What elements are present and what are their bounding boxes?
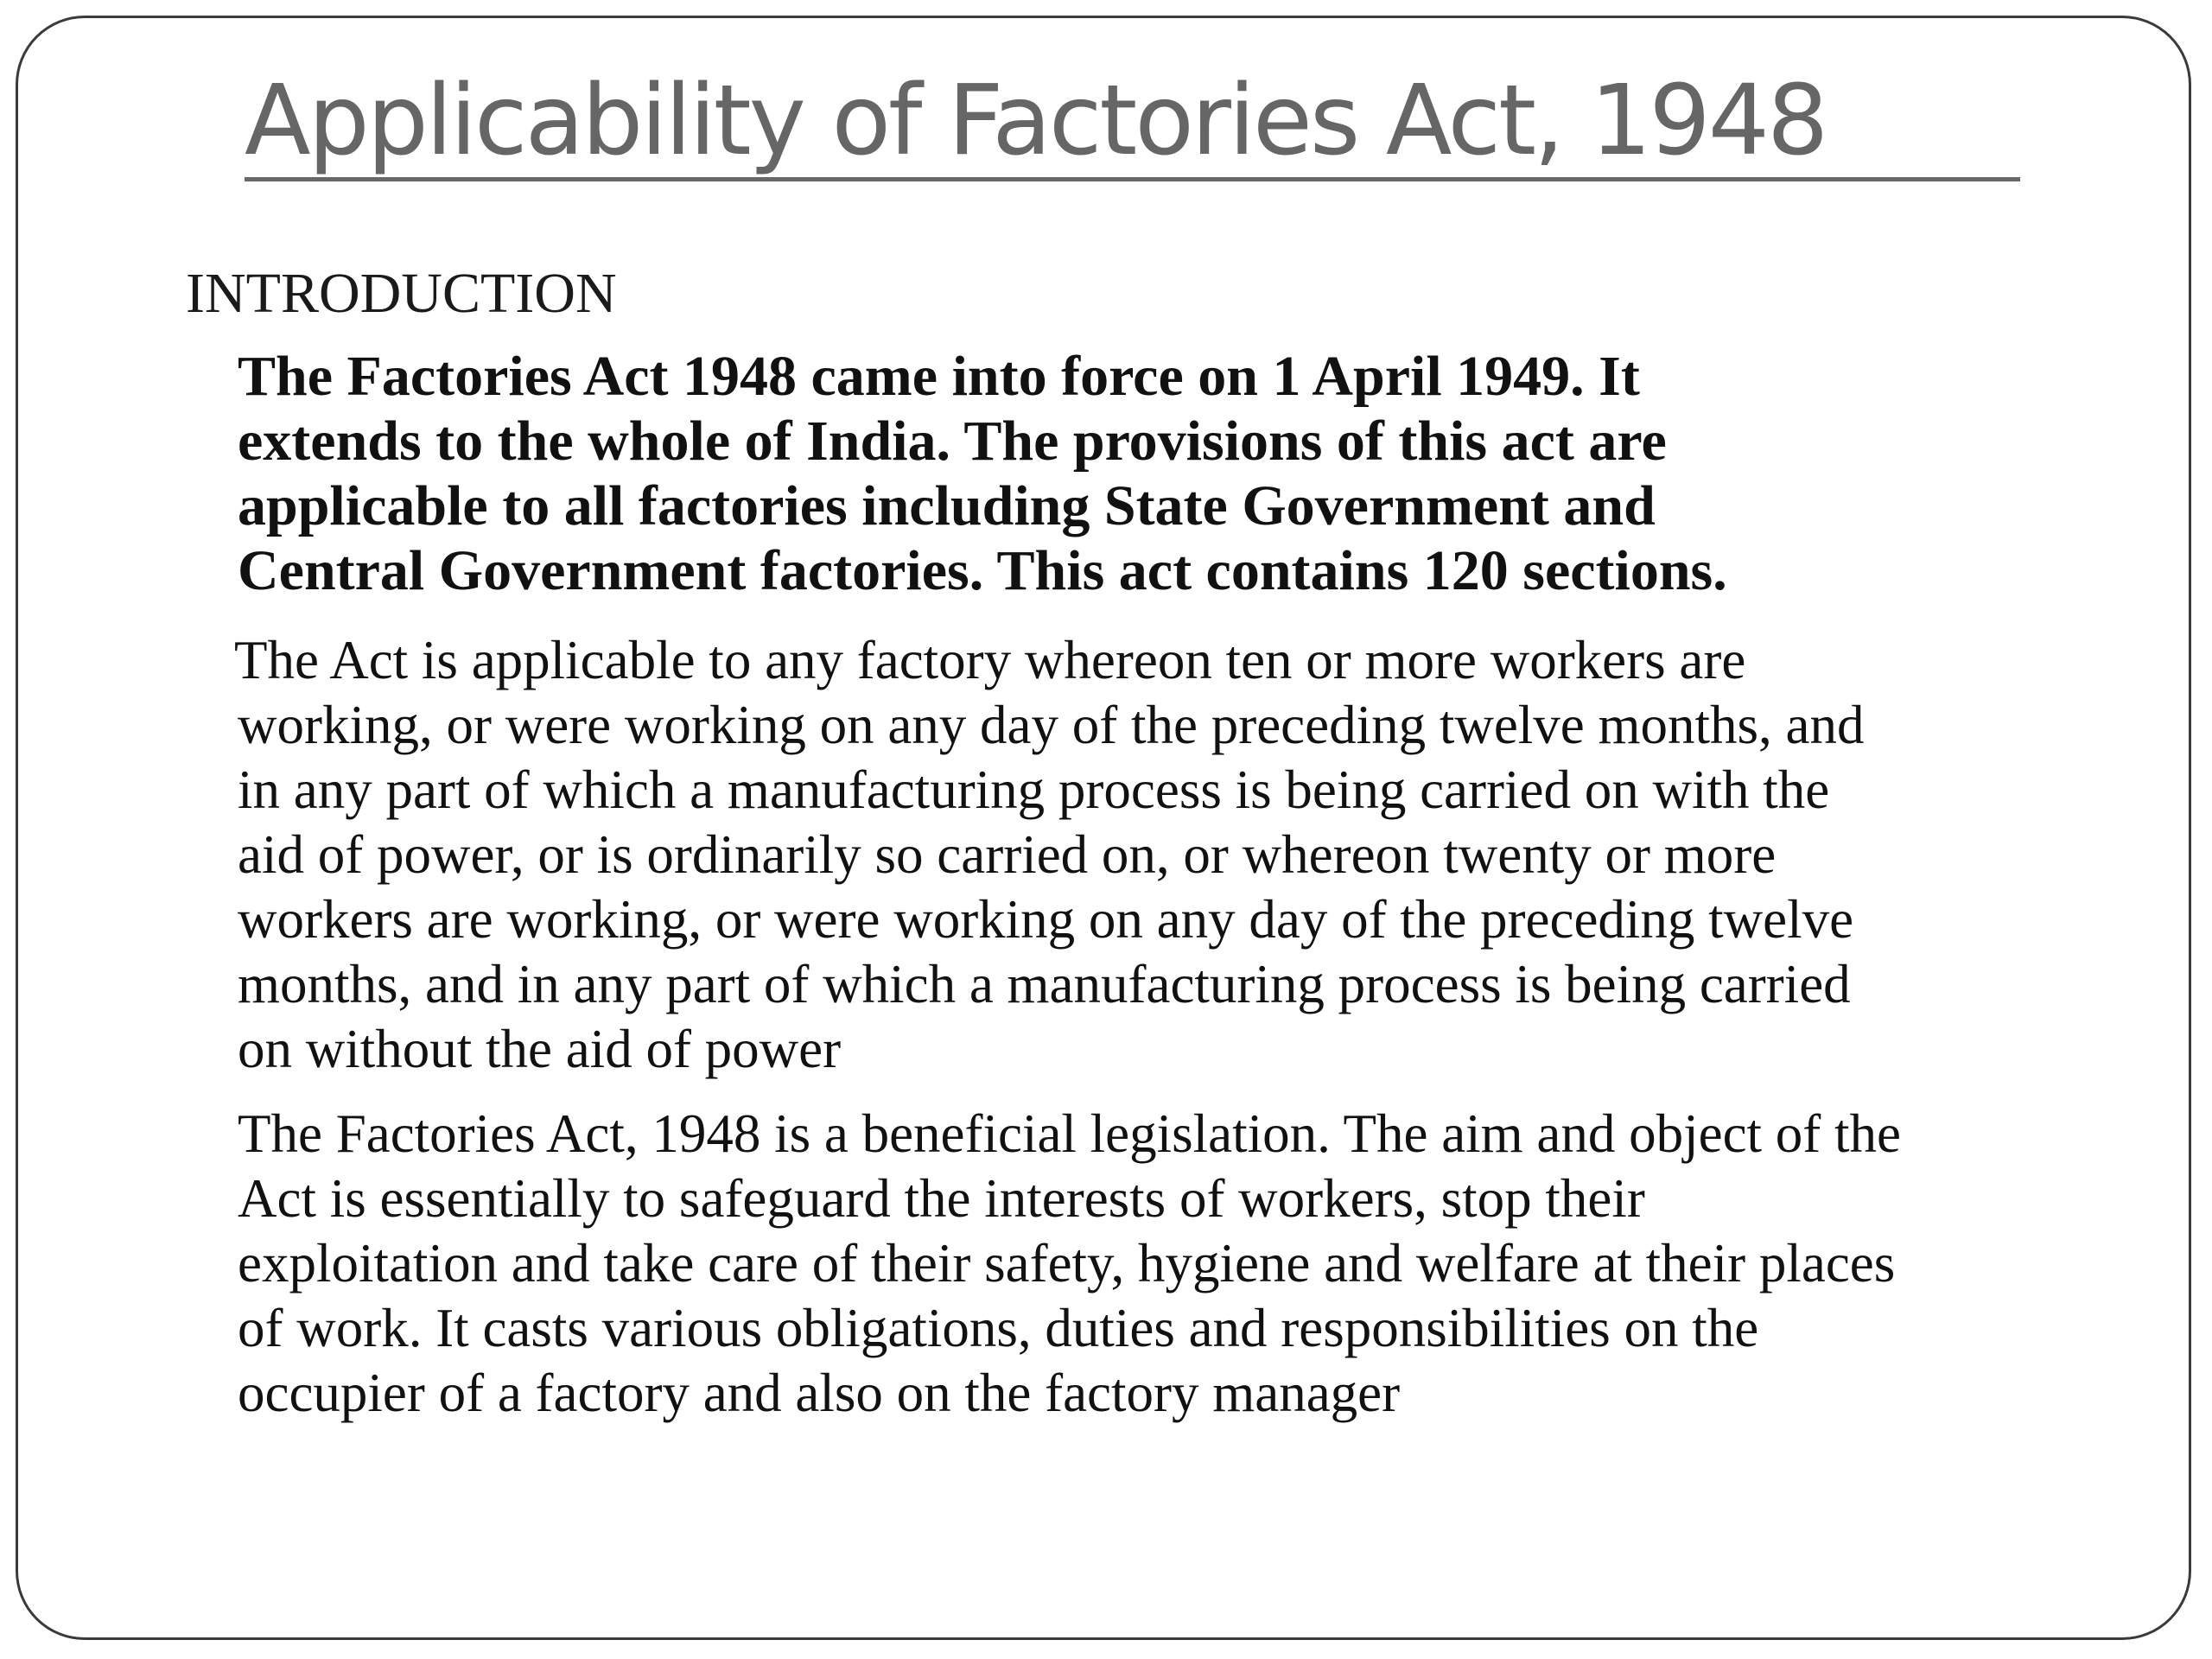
- paragraph-line: The Factories Act 1948 came into force on 1 April 1949. It: [238, 345, 1640, 408]
- paragraph-line: workers are working, or were working on any day of the preceding twelve: [238, 889, 1854, 950]
- paragraph-line: extends to the whole of India. The provisions of this act are: [238, 410, 1667, 473]
- paragraph-applicability: [234, 628, 2121, 1082]
- paragraph-line: The Factories Act, 1948 is a beneficial legislation. The aim and object of the: [238, 1103, 1902, 1164]
- paragraph-line: of work. It casts various obligations, duties and responsibilities on the: [238, 1298, 1759, 1358]
- paragraph-line: Act is essentially to safeguard the interests of workers, stop their: [238, 1168, 1645, 1229]
- paragraph-line: The Act is applicable to any factory whereon ten or more workers are: [234, 630, 1746, 690]
- paragraph-line: working, or were working on any day of the preceding twelve months, and: [238, 695, 1865, 755]
- paragraph-line: applicable to all factories including State Government and: [238, 474, 1656, 537]
- paragraph-line: Central Government factories. This act contains 120 sections.: [238, 539, 1727, 602]
- paragraph-beneficial-legislation: [238, 1102, 2121, 1426]
- paragraph-commencement: [238, 344, 2121, 603]
- paragraph-line: occupier of a factory and also on the factory manager: [238, 1363, 1401, 1423]
- paragraph-line: months, and in any part of which a manufacturing process is being carried: [238, 954, 1851, 1014]
- paragraph-line: exploitation and take care of their safety, hygiene and welfare at their places: [238, 1233, 1896, 1294]
- paragraph-line: on without the aid of power: [238, 1019, 842, 1079]
- slide-title: Applicability of Factories Act, 1948: [245, 60, 2020, 181]
- paragraph-line: in any part of which a manufacturing process is being carried on with the: [238, 760, 1830, 820]
- section-heading: INTRODUCTION: [186, 262, 617, 325]
- paragraph-line: aid of power, or is ordinarily so carried on, or whereon twenty or more: [238, 824, 1777, 885]
